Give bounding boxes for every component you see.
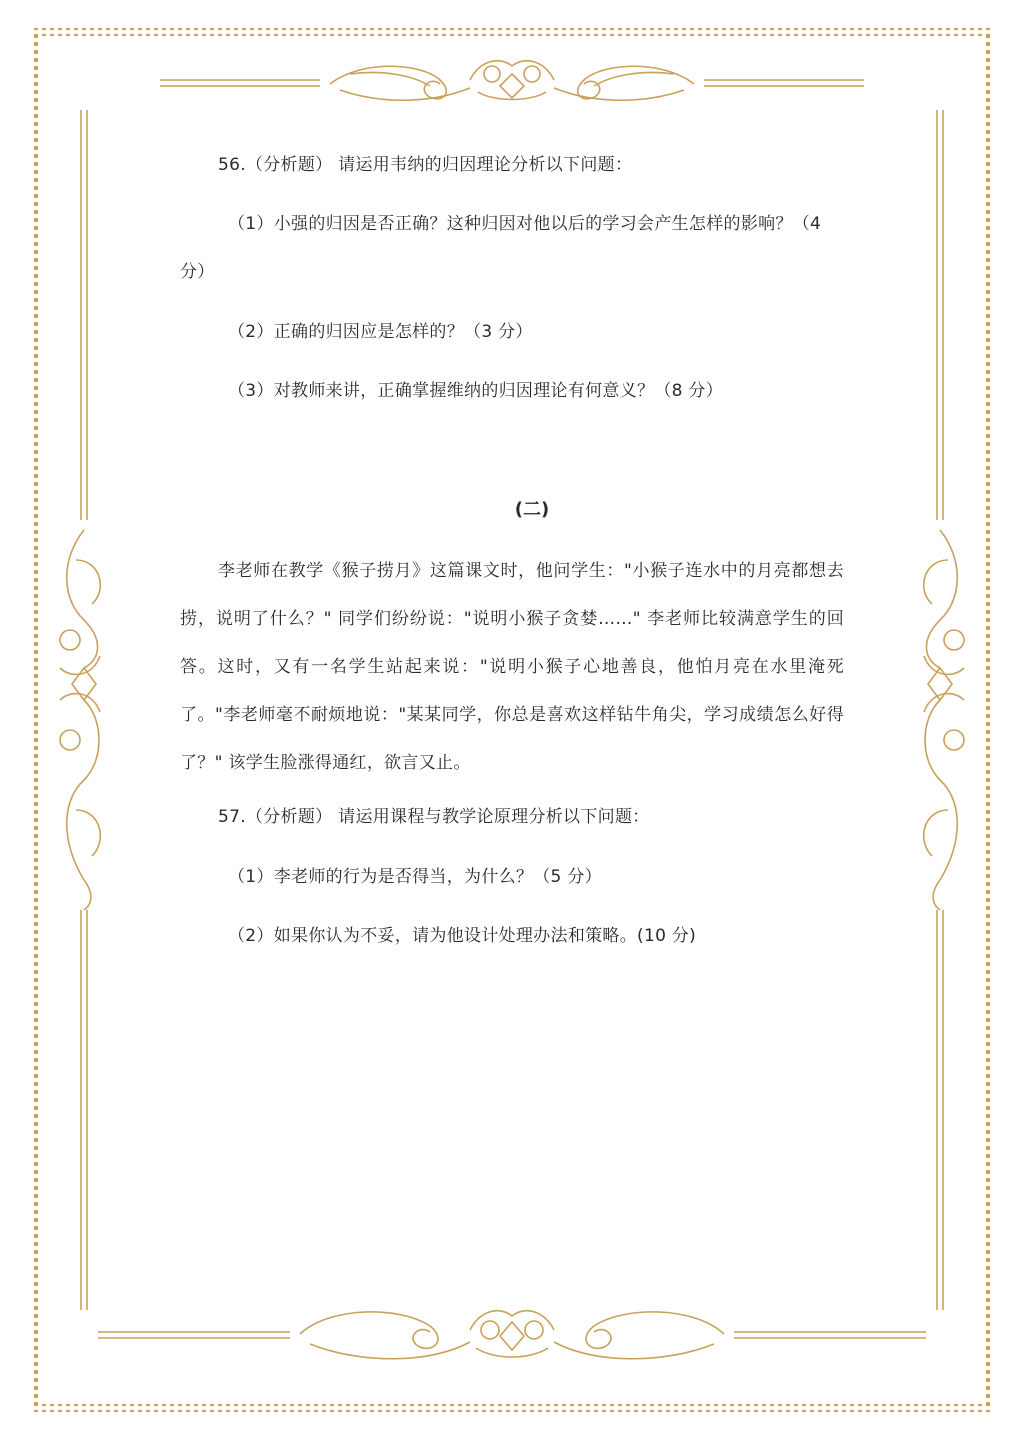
question-56-item-3: （3）对教师来讲，正确掌握维纳的归因理论有何意义？（8 分） xyxy=(228,381,724,401)
question-57-item-2: （2）如果你认为不妥，请为他设计处理办法和策略。(10 分) xyxy=(228,926,697,946)
question-57-title: 57.（分析题） 请运用课程与教学论原理分析以下问题： xyxy=(218,807,650,827)
question-56-item-1-line-2: 分） xyxy=(180,262,215,282)
question-56-title: 56.（分析题） 请运用韦纳的归因理论分析以下问题： xyxy=(218,155,633,175)
question-57-item-1: （1）李老师的行为是否得当，为什么？（5 分） xyxy=(228,867,602,887)
document-body xyxy=(180,0,844,1434)
question-56-item-2: （2）正确的归因应是怎样的？（3 分） xyxy=(228,322,533,342)
case-passage: 李老师在教学《猴子捞月》这篇课文时，他问学生："小猴子连水中的月亮都想去捞，说明了什么？" 同学们纷纷说："说明小猴子贪婪……" 李老师比较满意学生的回答。这时，又有一名学生站起来说："说明小猴子心地善良，他怕月亮在水里淹死了。"李老师毫不耐烦地说："某某同学，你总是喜欢这样钻牛角尖，学习成绩怎么好得了？" 该学生脸涨得通红，欲言又止。 xyxy=(180,561,844,773)
question-56-item-1-line-1: （1）小强的归因是否正确？这种归因对他以后的学习会产生怎样的影响？（4 xyxy=(228,214,822,234)
right-side-ornament xyxy=(924,110,964,1310)
section-heading: (二) xyxy=(514,499,550,520)
left-side-ornament xyxy=(60,110,100,1310)
